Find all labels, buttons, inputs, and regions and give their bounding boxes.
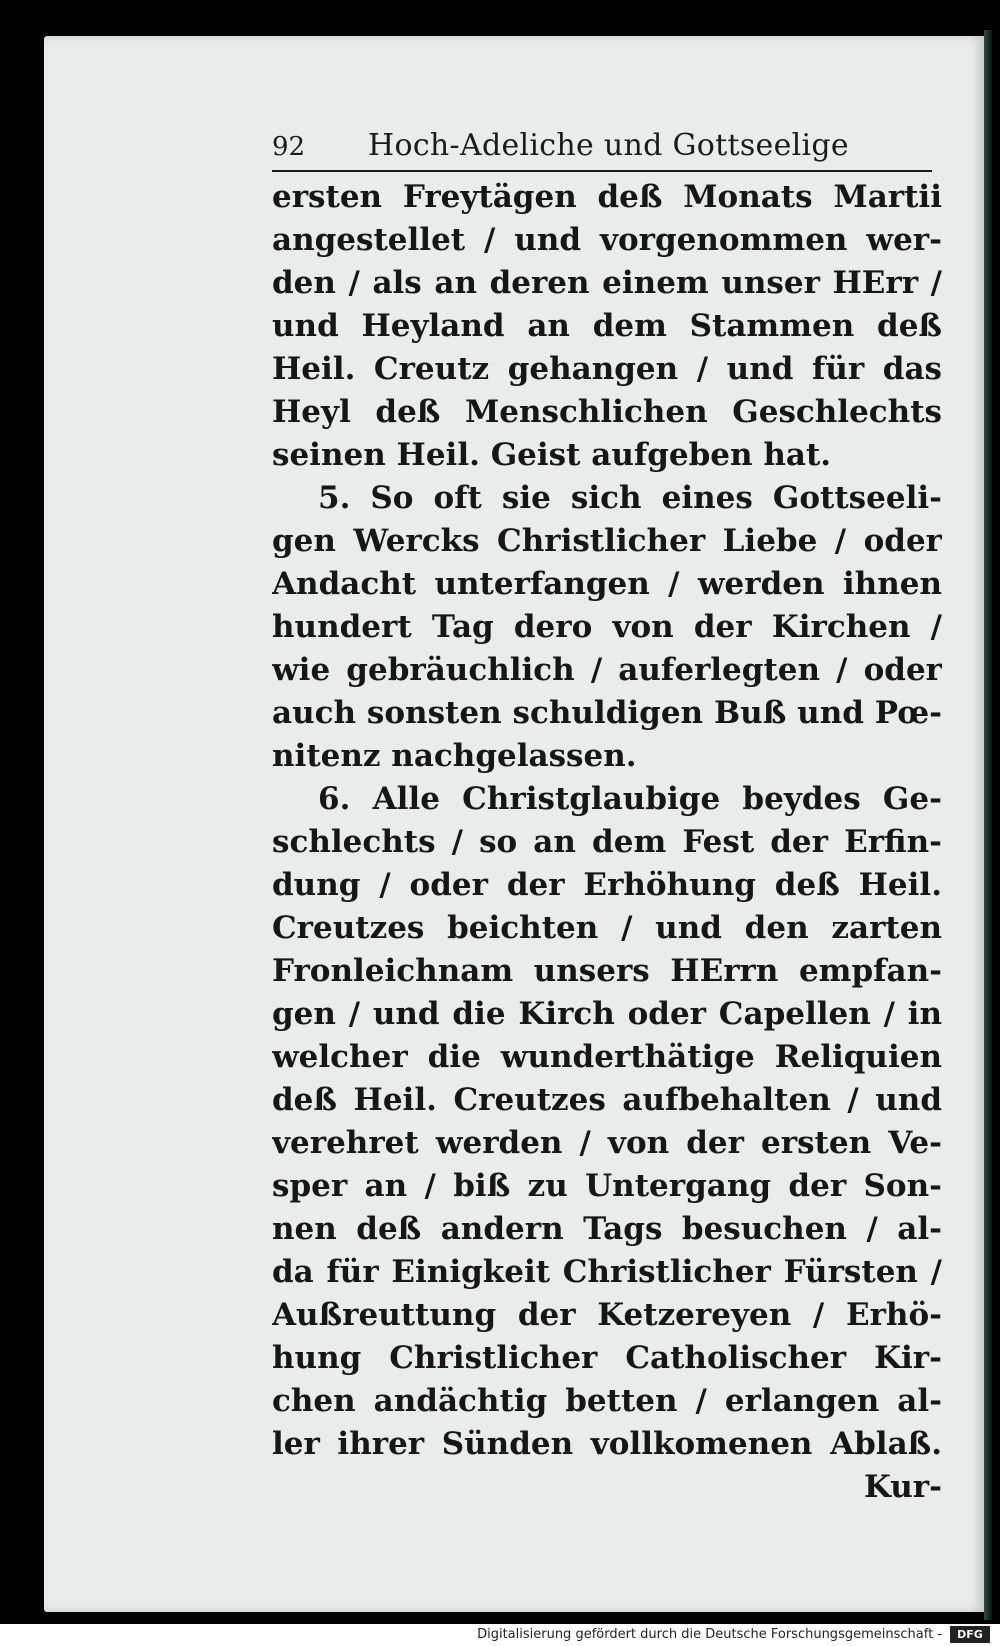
text-line: nen deß andern Tags besuchen / al-	[272, 1211, 942, 1247]
text-line: ersten Freytägen deß Monats Martii	[272, 179, 942, 215]
page-number: 92	[272, 132, 306, 162]
catchword: Kur-	[864, 1469, 942, 1505]
text-line: seinen Heil. Geist aufgeben hat.	[272, 437, 832, 473]
text-line: wie gebräuchlich / auferlegten / oder	[272, 652, 942, 688]
dfg-logo: DFG	[950, 1626, 990, 1643]
text-line: chen andächtig betten / erlangen al-	[272, 1383, 942, 1419]
text-line: welcher die wunderthätige Reliquien	[272, 1039, 942, 1075]
running-header	[272, 128, 932, 168]
text-line: schlechts / so an dem Fest der Erfin-	[272, 824, 942, 860]
text-line: Heyl deß Menschlichen Geschlechts	[272, 394, 942, 430]
book-page-edge	[984, 30, 992, 1620]
text-line: nitenz nachgelassen.	[272, 738, 637, 774]
text-line: Heil. Creutz gehangen / und für das	[272, 351, 942, 387]
text-line: angestellet / und vorgenommen wer-	[272, 222, 942, 258]
text-line: 5. So oft sie sich eines Gottseeli-	[318, 480, 942, 516]
text-line: deß Heil. Creutzes aufbehalten / und	[272, 1082, 942, 1118]
running-title: Hoch-Adeliche und Gottseelige	[368, 128, 849, 163]
text-line: dung / oder der Erhöhung deß Heil.	[272, 867, 942, 903]
text-line: Fronleichnam unsers HErrn empfan-	[272, 953, 942, 989]
text-line: 6. Alle Christglaubige beydes Ge-	[318, 781, 942, 817]
text-line: Andacht unterfangen / werden ihnen	[272, 566, 942, 602]
text-line: auch sonsten schuldigen Buß und Pœ-	[272, 695, 942, 731]
text-line: da für Einigkeit Christlicher Fürsten /	[272, 1254, 942, 1290]
text-line: den / als an deren einem unser HErr /	[272, 265, 942, 301]
text-line: hung Christlicher Catholischer Kir-	[272, 1340, 942, 1376]
text-line: und Heyland an dem Stammen deß	[272, 308, 942, 344]
text-line: gen Wercks Christlicher Liebe / oder	[272, 523, 942, 559]
body-text	[272, 176, 942, 1509]
text-line: sper an / biß zu Untergang der Son-	[272, 1168, 942, 1204]
text-line: verehret werden / von der ersten Ve-	[272, 1125, 942, 1161]
funding-credit: Digitalisierung gefördert durch die Deutsche Forschungsgemeinschaft -	[477, 1627, 942, 1642]
text-line: hundert Tag dero von der Kirchen /	[272, 609, 942, 645]
text-line: gen / und die Kirch oder Capellen / in	[272, 996, 942, 1032]
text-line: ler ihrer Sünden vollkomenen Ablaß.	[272, 1426, 942, 1462]
header-rule	[272, 170, 932, 172]
text-line: Creutzes beichten / und den zarten	[272, 910, 942, 946]
digitization-footer	[0, 1624, 1000, 1646]
text-line: Außreuttung der Ketzereyen / Erhö-	[272, 1297, 942, 1333]
